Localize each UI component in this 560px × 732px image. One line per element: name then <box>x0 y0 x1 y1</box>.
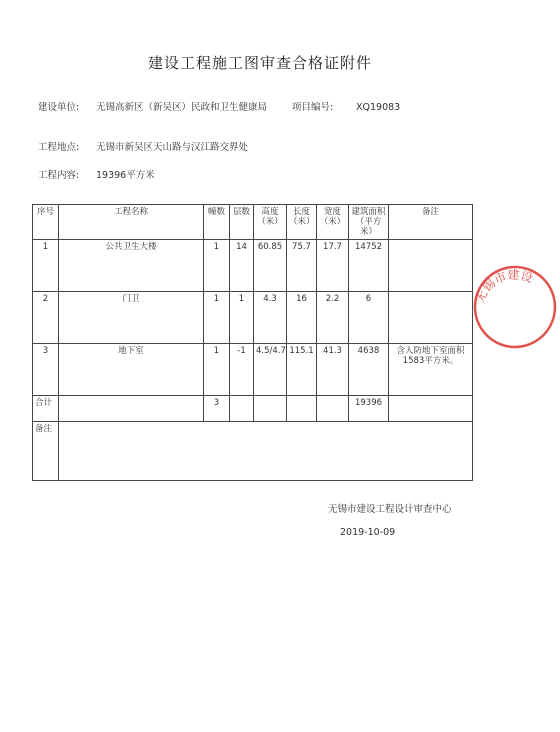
cell-index: 3 <box>33 344 59 396</box>
cell-floors: 14 <box>230 240 254 292</box>
address-label: 工程地点: <box>38 142 80 153</box>
remark-content <box>59 422 473 481</box>
header-cell: 宽度（米） <box>317 205 349 240</box>
total-empty <box>59 396 204 422</box>
table-row <box>33 240 473 292</box>
cell-height: 4.3 <box>254 292 287 344</box>
cell-height: 4.5/4.7 <box>254 344 287 396</box>
project-code-label: 项目编号: <box>292 102 334 113</box>
cell-remark <box>389 240 473 292</box>
project-table <box>32 204 473 481</box>
total-area: 19396 <box>349 396 389 422</box>
project-code-value: XQ19083 <box>356 102 401 113</box>
header-cell: 长度（米） <box>287 205 317 240</box>
cell-buildings: 1 <box>204 240 230 292</box>
total-empty <box>254 396 287 422</box>
cell-width: 17.7 <box>317 240 349 292</box>
cell-index: 2 <box>33 292 59 344</box>
header-cell: 幢数 <box>204 205 230 240</box>
page-title: 建设工程施工图审查合格证附件 <box>147 54 372 72</box>
header-cell: 备注 <box>389 205 473 240</box>
cell-name: 门卫 <box>59 292 204 344</box>
cell-floors: 1 <box>230 292 254 344</box>
cell-area: 4638 <box>349 344 389 396</box>
header-cell: 工程名称 <box>59 205 204 240</box>
header-cell: 高度（米） <box>254 205 287 240</box>
total-label: 合计 <box>33 396 59 422</box>
cell-height: 60.85 <box>254 240 287 292</box>
cell-remark <box>389 292 473 344</box>
table-row <box>33 292 473 344</box>
cell-area: 14752 <box>349 240 389 292</box>
unit-label: 建设单位: <box>38 102 80 113</box>
cell-length: 115.1 <box>287 344 317 396</box>
remark-label: 备注 <box>33 422 59 481</box>
remark-row <box>33 422 473 481</box>
total-row <box>33 396 473 422</box>
issue-date: 2019-10-09 <box>340 527 396 538</box>
content-value: 19396平方米 <box>96 170 155 181</box>
cell-width: 41.3 <box>317 344 349 396</box>
total-buildings: 3 <box>204 396 230 422</box>
cell-index: 1 <box>33 240 59 292</box>
unit-value: 无锡高新区（新吴区）民政和卫生健康局 <box>96 102 268 113</box>
svg-text:无锡市建设: 无锡市建设 <box>472 267 535 305</box>
cell-area: 6 <box>349 292 389 344</box>
content-label: 工程内容: <box>38 170 80 181</box>
header-cell: 序号 <box>33 205 59 240</box>
cell-name: 地下室 <box>59 344 204 396</box>
table-row <box>33 344 473 396</box>
cell-remark: 含人防地下室面积1583平方米。 <box>389 344 473 396</box>
header-cell: 建筑面积（平方米） <box>349 205 389 240</box>
cell-buildings: 1 <box>204 292 230 344</box>
official-seal <box>470 262 560 352</box>
total-empty <box>230 396 254 422</box>
table-header-row <box>33 205 473 240</box>
cell-length: 16 <box>287 292 317 344</box>
total-empty <box>389 396 473 422</box>
total-empty <box>317 396 349 422</box>
cell-buildings: 1 <box>204 344 230 396</box>
cell-floors: -1 <box>230 344 254 396</box>
total-empty <box>287 396 317 422</box>
cell-width: 2.2 <box>317 292 349 344</box>
header-cell: 层数 <box>230 205 254 240</box>
cell-length: 75.7 <box>287 240 317 292</box>
cell-name: 公共卫生大楼 <box>59 240 204 292</box>
address-value: 无锡市新吴区天山路与汉江路交界处 <box>96 142 249 153</box>
issuing-organization: 无锡市建设工程设计审查中心 <box>328 504 452 515</box>
